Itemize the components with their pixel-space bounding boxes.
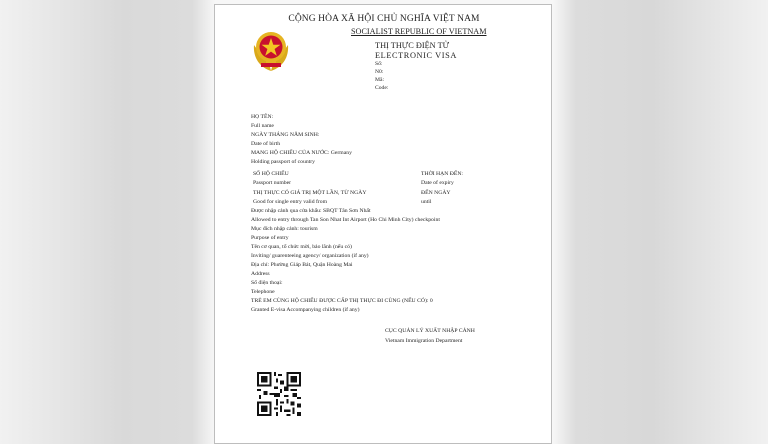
until-label-vn: ĐẾN NGÀY <box>421 190 451 196</box>
expiry-label-vn: THỜI HẠN ĐẾN: <box>421 171 464 177</box>
header-country-vn: CỘNG HÒA XÃ HỘI CHỦ NGHĨA VIỆT NAM <box>288 14 480 24</box>
full-name-label-en: Full name <box>251 123 274 129</box>
address-vn: Địa chỉ: Phường Giáp Bát, Quận Hoàng Mai <box>251 262 353 268</box>
checkpoint-vn: Được nhập cảnh qua cửa khẩu: SBQT Tân Sơn Nhất <box>251 208 371 214</box>
department-vn: CỤC QUẢN LÝ XUẤT NHẬP CẢNH <box>385 328 475 334</box>
children-en: Granted E-visa Accompanying children (if any) <box>251 307 360 313</box>
expiry-label-en: Date of expiry <box>421 180 454 186</box>
organization-vn: Tên cơ quan, tổ chức mời, bảo lãnh (nếu có) <box>251 244 352 250</box>
passport-label-en: Passport number <box>253 180 292 186</box>
full-name-label-vn: HỌ TÊN: <box>251 114 274 120</box>
validity-label-vn: THỊ THỰC CÓ GIÁ TRỊ MỘT LẦN, TỪ NGÀY <box>253 190 367 196</box>
purpose-en: Purpose of entry <box>251 235 289 241</box>
nationality-vn: MANG HỘ CHIẾU CỦA NƯỚC: Germany <box>251 150 352 156</box>
national-emblem-icon <box>250 27 292 73</box>
checkpoint-en: Allowed to entry through Tan Son Nhat Int Airport (Ho Chi Minh City) checkpoint <box>251 217 440 223</box>
purpose-vn: Mục đích nhập cảnh: tourism <box>251 226 318 232</box>
validity-label-en: Good for single entry valid from <box>253 199 328 205</box>
visa-document <box>214 4 552 444</box>
code-label-en: Code: <box>375 85 389 91</box>
visa-title-vn: THỊ THỰC ĐIỆN TỬ <box>375 41 450 50</box>
organization-en: Inviting/ guarenteeing agency/ organization (if any) <box>251 253 369 259</box>
visa-number-label-en: N0: <box>375 69 384 75</box>
nationality-en: Holding passport of country <box>251 159 315 165</box>
passport-label-vn: SỐ HỘ CHIẾU <box>253 171 289 177</box>
address-en: Address <box>251 271 270 277</box>
phone-vn: Số điện thoại: <box>251 280 283 286</box>
dob-label-vn: NGÀY THÁNG NĂM SINH: <box>251 132 320 138</box>
header-country-en: SOCIALIST REPUBLIC OF VIETNAM <box>351 27 487 36</box>
visa-number-label-vn: Số: <box>375 61 383 67</box>
qr-code-icon <box>257 372 301 416</box>
phone-en: Telephone <box>251 289 275 295</box>
visa-title-en: ELECTRONIC VISA <box>375 51 457 60</box>
until-label-en: until <box>421 199 432 205</box>
children-vn: TRẺ EM CÙNG HỘ CHIẾU ĐƯỢC CẤP THỊ THỰC ĐI CÙNG (NẾU CÓ): 0 <box>251 298 433 304</box>
department-en: Vietnam Immigration Department <box>385 338 463 344</box>
code-label-vn: Mã: <box>375 77 385 83</box>
dob-label-en: Date of birth <box>251 141 281 147</box>
